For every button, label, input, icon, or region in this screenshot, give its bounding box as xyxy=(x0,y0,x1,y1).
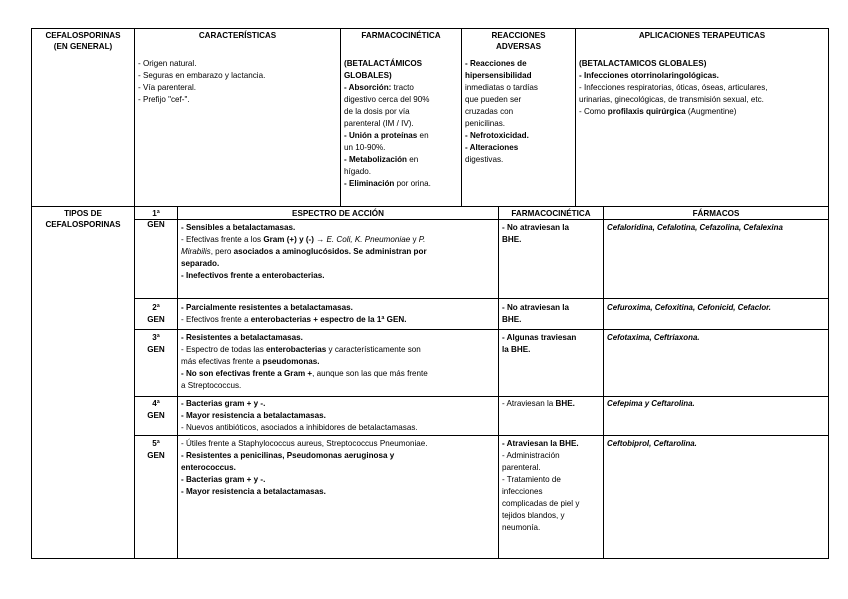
header-caracteristicas: CARACTERÍSTICAS xyxy=(198,31,277,40)
subheader-espectro: ESPECTRO DE ACCIÓN xyxy=(292,209,384,218)
header-aplicaciones: APLICACIONES TERAPEUTICAS xyxy=(638,31,766,40)
gen-1-label: 1ª GEN xyxy=(147,209,165,229)
subheader-farmacos: FÁRMACOS xyxy=(692,209,740,218)
tipos-label: TIPOS DE CEFALOSPORINAS xyxy=(45,209,121,229)
gen-4-drugs: Cefepima y Ceftarolina. xyxy=(607,399,695,408)
header-reacciones: REACCIONES ADVERSAS xyxy=(491,31,546,51)
gen-3-drugs: Cefotaxima, Ceftriaxona. xyxy=(607,333,700,342)
header-cefalosporinas: CEFALOSPORINAS (EN GENERAL) xyxy=(45,31,121,51)
gen-5-label: 5ª GEN xyxy=(147,439,165,460)
header-farmacocinetica: FARMACOCINÉTICA xyxy=(361,31,441,40)
gen-4-label: 4ª GEN xyxy=(147,399,165,420)
gen-1-drugs: Cefaloridina, Cefalotina, Cefazolina, Cefalexina xyxy=(607,223,783,232)
gen-2-label: 2ª GEN xyxy=(147,303,165,324)
gen-2-drugs: Cefuroxima, Cefoxitina, Cefonicid, Cefaclor. xyxy=(607,303,771,312)
subheader-farmacocinetica: FARMACOCINÉTICA xyxy=(511,209,591,218)
gen-3-label: 3ª GEN xyxy=(147,333,165,354)
gen-5-drugs: Ceftobiprol, Ceftarolina. xyxy=(607,439,697,448)
